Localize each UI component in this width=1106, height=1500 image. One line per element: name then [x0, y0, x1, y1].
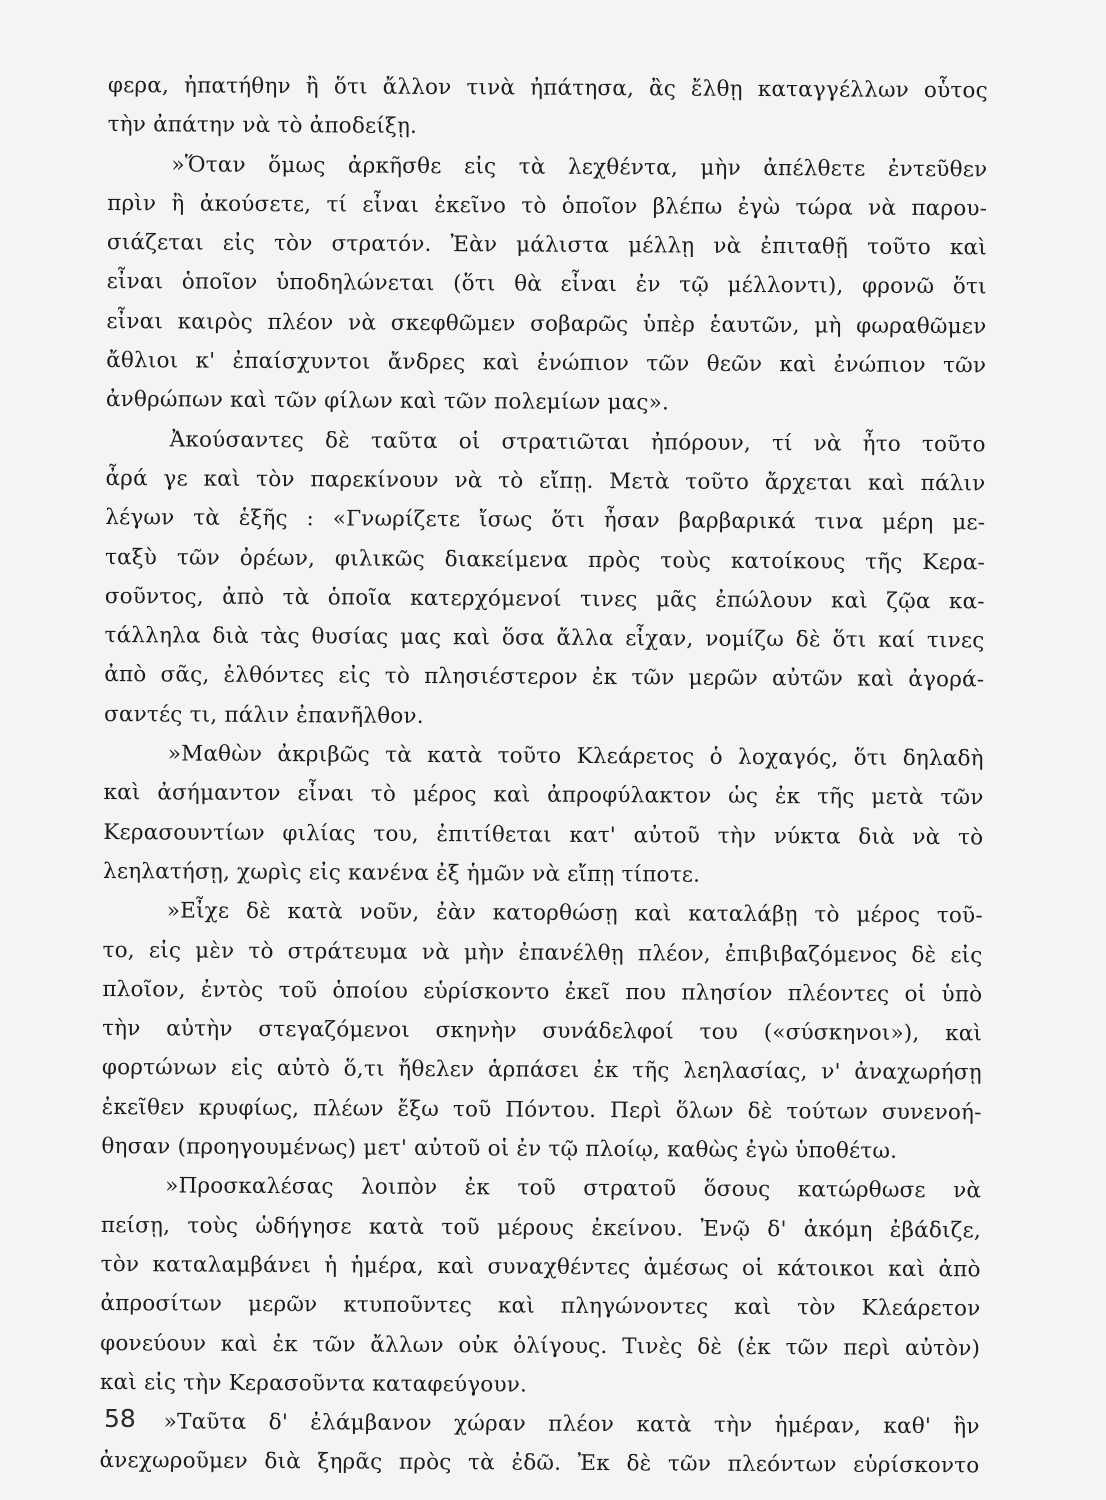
text-line: ἀπὸ σᾶς, ἐλθόντες εἰς τὸ πλησιέστερον ἐκ τῶν μερῶν αὐτῶν καὶ ἀγορά-: [104, 662, 985, 693]
text-line: λέγων τὰ ἑξῆς : «Γνωρίζετε ἴσως ὅτι ἦσαν βαρβαρικά τινα μέρη με-: [105, 505, 986, 536]
text-line: πρὶν ἢ ἀκούσετε, τί εἶναι ἐκεῖνο τὸ ὁποῖον βλέπω ἐγὼ τώρα νὰ παρου-: [107, 190, 988, 222]
text-line: καὶ εἰς τὴν Κερασοῦντα καταφεύγουν.: [99, 1369, 528, 1398]
page-number: 58: [104, 1404, 136, 1433]
text-line: ἀνεχωροῦμεν διὰ ξηρᾶς πρὸς τὰ ἐδῶ. Ἐκ δὲ τῶν πλεόντων εὑρίσκοντο: [99, 1448, 980, 1479]
body-text: [99, 66, 988, 1486]
text-line: τὸν καταλαμβάνει ἡ ἡμέρα, καὶ συναχθέντες ἀμέσως οἱ κάτοικοι καὶ ἀπὸ: [100, 1251, 981, 1283]
text-line: φορτώνων εἰς αὐτὸ ὅ,τι ἤθελεν ἁρπάσει ἐκ τῆς λεηλασίας, ν' ἀναχωρήσῃ: [101, 1055, 982, 1086]
text-line: ἄθλιοι κ' ἐπαίσχυντοι ἄνδρες καὶ ἐνώπιον τῶν θεῶν καὶ ἐνώπιον τῶν: [106, 348, 987, 379]
text-line: καὶ ἀσήμαντον εἶναι τὸ μέρος καὶ ἀπροφύλακτον ὡς ἐκ τῆς μετὰ τῶν: [103, 780, 984, 811]
text-line: ἆρά γε καὶ τὸν παρεκίνουν νὰ τὸ εἴπῃ. Μετὰ τοῦτο ἄρχεται καὶ πάλιν: [105, 465, 986, 497]
text-line: ταξὺ τῶν ὀρέων, φιλικῶς διακείμενα πρὸς τοὺς κατοίκους τῆς Κερα-: [104, 544, 986, 575]
text-line: »Εἶχε δὲ κατὰ νοῦν, ἐὰν κατορθώσῃ καὶ καταλάβῃ τὸ μέρος τοῦ-: [166, 898, 983, 929]
text-line: ἀπροσίτων μερῶν κτυποῦντες καὶ πληγώνοντες καὶ τὸν Κλεάρετον: [100, 1291, 981, 1322]
text-line: τὴν αὐτὴν στεγαζόμενοι σκηνὴν συνάδελφοί του («σύσκηνοι»), καὶ: [102, 1016, 983, 1047]
text-line: Ἀκούσαντες δὲ ταῦτα οἱ στρατιῶται ἠπόρουν, τί νὰ ἦτο τοῦτο: [169, 427, 986, 458]
text-line: εἶναι ὁποῖον ὑποδηλώνεται (ὅτι θὰ εἶναι ἐν τῷ μέλλοντι), φρονῶ ὅτι: [106, 269, 987, 300]
text-line: σοῦντος, ἀπὸ τὰ ὁποῖα κατερχόμενοί τινες μᾶς ἐπώλουν καὶ ζῷα κα-: [104, 583, 985, 615]
text-line: φονεύουν καὶ ἐκ τῶν ἄλλων οὐκ ὀλίγους. Τινὲς δὲ (ἐκ τῶν περὶ αὐτὸν): [100, 1330, 981, 1361]
text-line: εἶναι καιρὸς πλέον νὰ σκεφθῶμεν σοβαρῶς ὑπὲρ ἑαυτῶν, μὴ φωραθῶμεν: [106, 308, 987, 340]
text-line: ἀνθρώπων καὶ τῶν φίλων καὶ τῶν πολεμίων μας».: [105, 387, 670, 416]
text-line: σιάζεται εἰς τὸν στρατόν. Ἐὰν μάλιστα μέλλῃ νὰ ἐπιταθῇ τοῦτο καὶ: [106, 230, 987, 261]
text-line: ἐκεῖθεν κρυφίως, πλέων ἔξω τοῦ Πόντου. Περὶ ὅλων δὲ τούτων συνενοή-: [101, 1094, 982, 1126]
text-line: »Ταῦτα δ' ἐλάμβανον χώραν πλέον κατὰ τὴν ἡμέραν, καθ' ἣν: [163, 1409, 980, 1440]
text-line: το, εἰς μὲν τὸ στράτευμα νὰ μὴν ἐπανέλθῃ πλέον, ἐπιβιβαζόμενος δὲ εἰς: [102, 937, 983, 968]
text-line: σαντές τι, πάλιν ἐπανῆλθον.: [103, 701, 424, 729]
text-line: πείσῃ, τοὺς ὡδήγησε κατὰ τοῦ μέρους ἐκείνου. Ἐνῷ δ' ἀκόμη ἐβάδιζε,: [100, 1212, 981, 1243]
text-line: »Μαθὼν ἀκριβῶς τὰ κατὰ τοῦτο Κλεάρετος ὁ λοχαγός, ὅτι δηλαδὴ: [167, 741, 984, 772]
text-line: θησαν (προηγουμένως) μετ' αὐτοῦ οἱ ἐν τῷ πλοίῳ, καθὼς ἐγὼ ὑποθέτω.: [101, 1133, 898, 1164]
text-line: Κερασουντίων φιλίας του, ἐπιτίθεται κατ' αὐτοῦ τὴν νύκτα διὰ νὰ τὸ: [103, 819, 984, 851]
text-line: τὴν ἀπάτην νὰ τὸ ἀποδείξῃ.: [107, 112, 418, 140]
text-line: πλοῖον, ἐντὸς τοῦ ὁποίου εὑρίσκοντο ἐκεῖ που πλησίον πλέοντες οἱ ὑπὸ: [102, 976, 983, 1008]
text-line: »Προσκαλέσας λοιπὸν ἐκ τοῦ στρατοῦ ὅσους κατώρθωσε νὰ: [165, 1173, 982, 1204]
text-line: »Ὅταν ὅμως ἀρκῆσθε εἰς τὰ λεχθέντα, μὴν ἀπέλθετε ἐντεῦθεν: [171, 151, 988, 182]
text-line: τάλληλα διὰ τὰς θυσίας μας καὶ ὅσα ἄλλα εἶχαν, νομίζω δὲ ὅτι καί τινες: [104, 623, 985, 654]
text-line: φερα, ἠπατήθην ἢ ὅτι ἄλλον τινὰ ἠπάτησα, ἂς ἔλθῃ καταγγέλλων οὗτος: [107, 72, 988, 104]
text-line: λεηλατήσῃ, χωρὶς εἰς κανένα ἐξ ἡμῶν νὰ εἴπῃ τίποτε.: [103, 858, 701, 888]
